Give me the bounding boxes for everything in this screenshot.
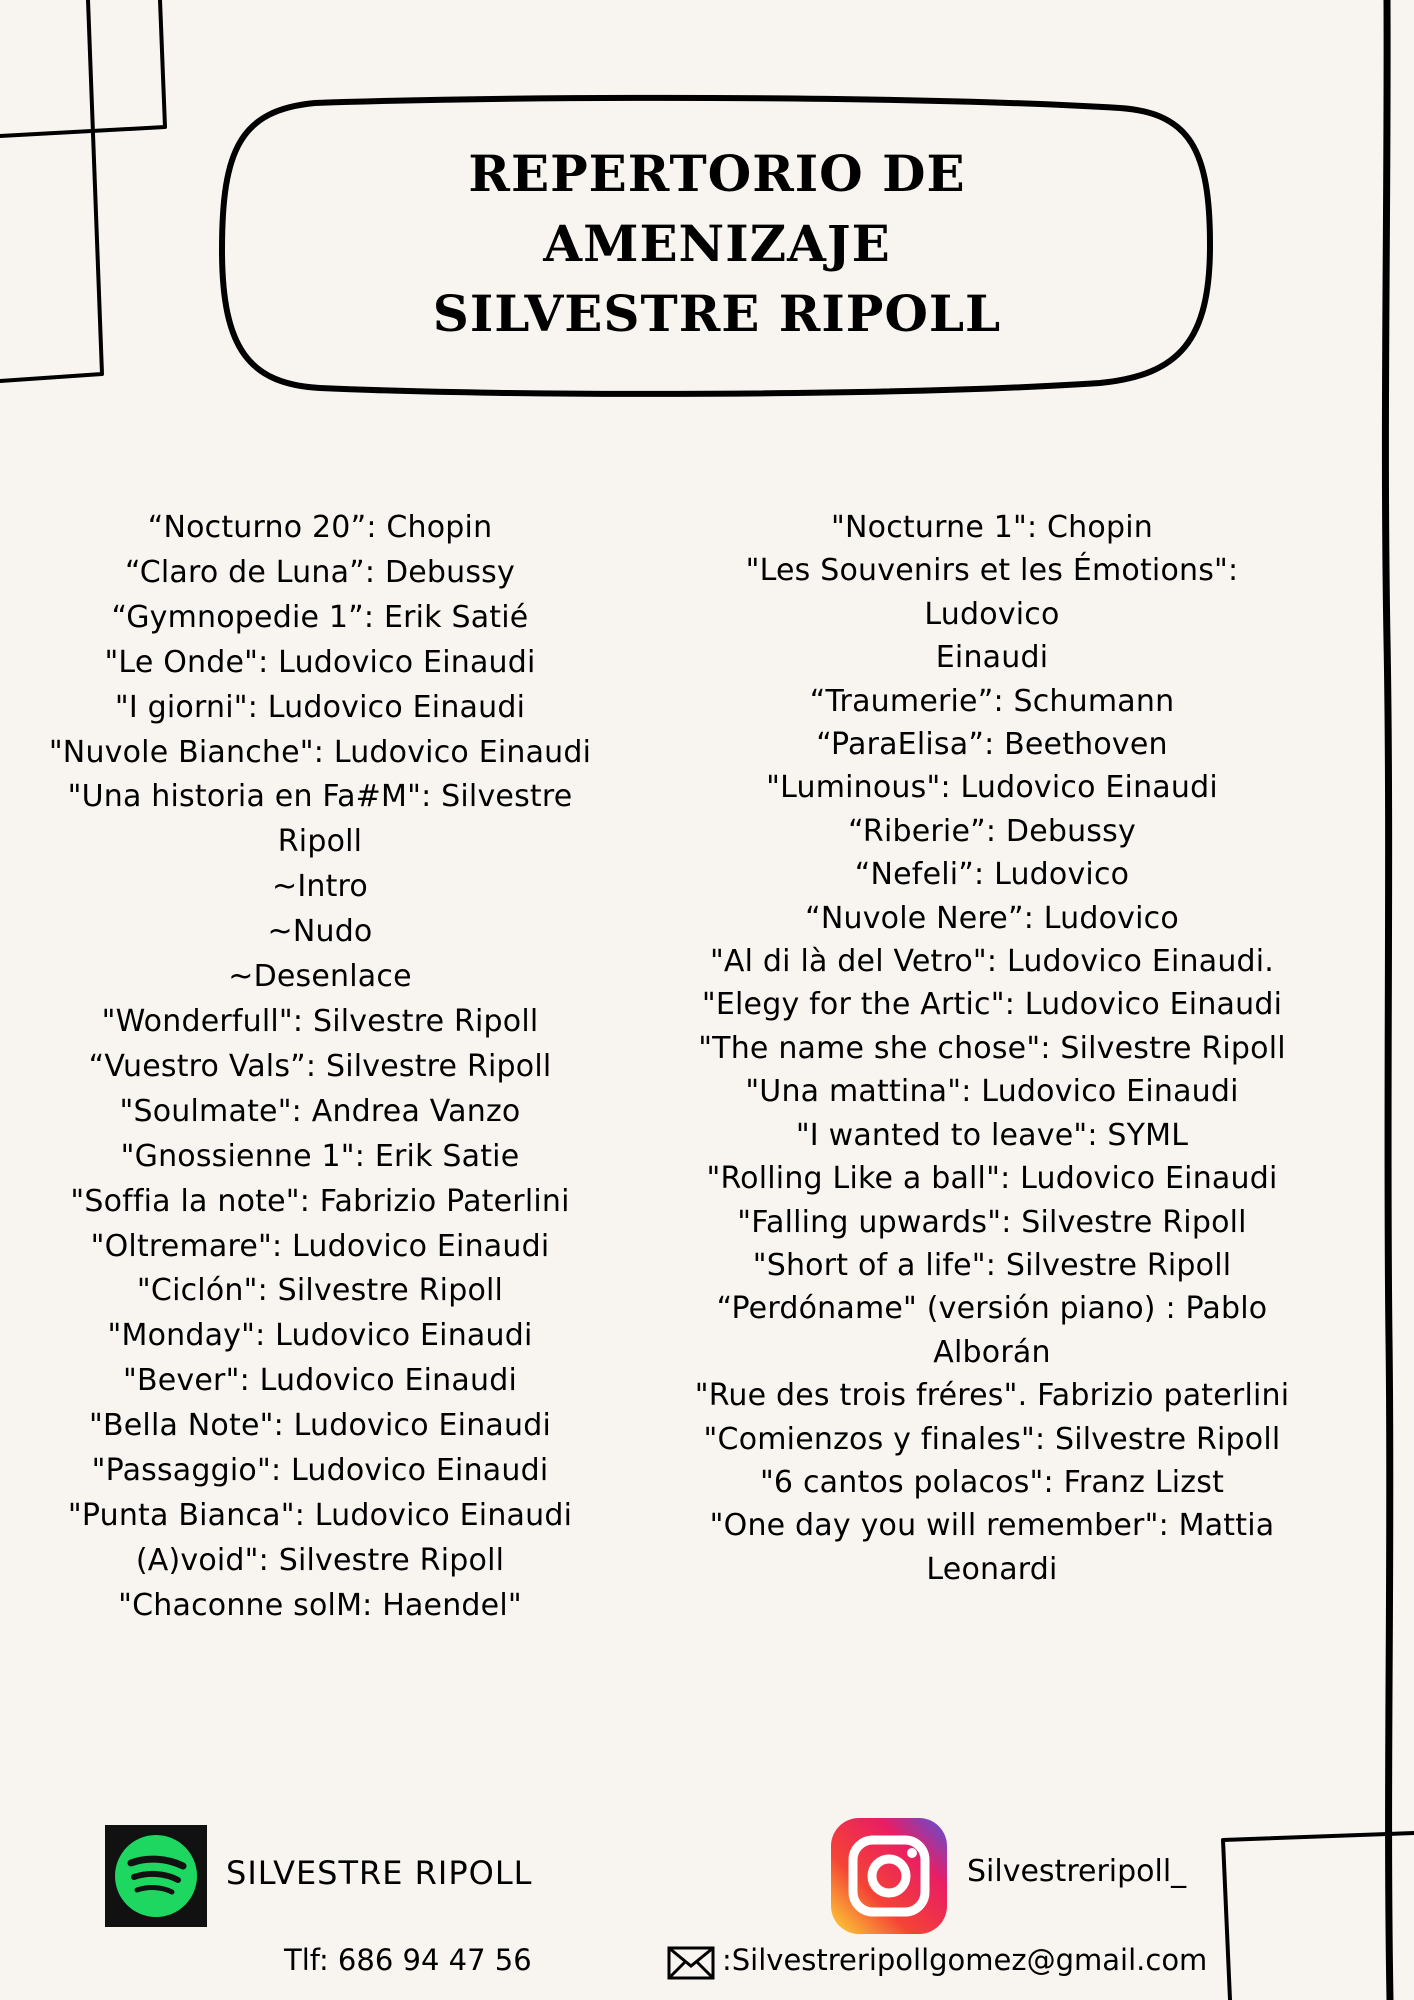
instagram-handle[interactable]: Silvestreripoll_	[967, 1854, 1187, 1889]
repertoire-item: "Ciclón": Silvestre Ripoll	[136, 1273, 504, 1309]
repertoire-item: "Nuvole Bianche": Ludovico Einaudi	[48, 734, 592, 770]
repertoire-item: “Claro de Luna”: Debussy	[125, 554, 515, 590]
repertoire-item: “ParaElisa”: Beethoven	[816, 727, 1168, 763]
repertoire-item: "Les Souvenirs et les Émotions":	[745, 553, 1239, 589]
title-line-1: REPERTORIO DE	[468, 144, 966, 203]
repertoire-item: "Comienzos y finales": Silvestre Ripoll	[703, 1421, 1281, 1457]
repertoire-item: “Riberie”: Debussy	[848, 813, 1136, 849]
repertoire-item: "Soffia la note": Fabrizio Paterlini	[70, 1183, 570, 1219]
repertoire-item: “Vuestro Vals”: Silvestre Ripoll	[88, 1048, 552, 1084]
repertoire-item: “Gymnopedie 1”: Erik Satié	[111, 599, 529, 635]
repertoire-item: "Oltremare": Ludovico Einaudi	[90, 1228, 550, 1264]
repertoire-item: "Bever": Ludovico Einaudi	[123, 1363, 517, 1399]
repertoire-item: ~Nudo	[267, 914, 373, 950]
title-line-3: SILVESTRE RIPOLL	[432, 284, 1002, 343]
repertoire-item: "Al di là del Vetro": Ludovico Einaudi.	[709, 944, 1275, 980]
repertoire-item: "Punta Bianca": Ludovico Einaudi	[67, 1497, 573, 1533]
repertoire-item: "Short of a life": Silvestre Ripoll	[752, 1247, 1232, 1283]
repertoire-item: "Bella Note": Ludovico Einaudi	[88, 1408, 552, 1444]
spotify-icon[interactable]	[105, 1825, 207, 1927]
repertoire-item: "Una historia en Fa#M": Silvestre	[67, 779, 573, 815]
instagram-icon[interactable]	[829, 1816, 949, 1936]
phone-number[interactable]: Tlf: 686 94 47 56	[284, 1943, 532, 1977]
title-block	[222, 98, 1212, 390]
repertoire-item: "One day you will remember": Mattia	[709, 1508, 1275, 1544]
repertoire-item: Alborán	[933, 1334, 1051, 1370]
repertoire-item: "Elegy for the Artic": Ludovico Einaudi	[701, 987, 1283, 1023]
repertoire-item: "Gnossienne 1": Erik Satie	[120, 1138, 520, 1174]
repertoire-item: "I wanted to leave": SYML	[795, 1117, 1189, 1153]
repertoire-item: "The name she chose": Silvestre Ripoll	[698, 1030, 1286, 1066]
repertoire-item: "I giorni": Ludovico Einaudi	[114, 689, 526, 725]
repertoire-item: "Nocturne 1": Chopin	[831, 510, 1153, 545]
repertoire-item: “Nocturno 20”: Chopin	[147, 510, 493, 545]
repertoire-item: "Rolling Like a ball": Ludovico Einaudi	[706, 1161, 1278, 1197]
repertoire-right-column	[692, 506, 1292, 1591]
repertoire-item: "Chaconne solM: Haendel"	[118, 1587, 522, 1623]
email-address[interactable]: :Silvestreripollgomez@gmail.com	[722, 1943, 1208, 1977]
repertoire-item: "Rue des trois fréres". Fabrizio paterlini	[694, 1378, 1290, 1414]
repertoire-item: "Soulmate": Andrea Vanzo	[119, 1093, 521, 1129]
repertoire-item: "Wonderfull": Silvestre Ripoll	[101, 1003, 539, 1039]
repertoire-item: "Luminous": Ludovico Einaudi	[766, 770, 1218, 806]
repertoire-item: "Falling upwards": Silvestre Ripoll	[737, 1204, 1247, 1240]
repertoire-item: “Traumerie”: Schumann	[809, 683, 1175, 719]
repertoire-item: Ripoll	[277, 824, 363, 860]
repertoire-item: "Una mattina": Ludovico Einaudi	[745, 1074, 1239, 1110]
repertoire-item: "Monday": Ludovico Einaudi	[107, 1318, 533, 1354]
repertoire-item: ~Desenlace	[228, 959, 412, 995]
repertoire-item: "Le Onde": Ludovico Einaudi	[104, 644, 536, 680]
repertoire-item: (A)void": Silvestre Ripoll	[135, 1542, 505, 1578]
repertoire-item: ~Intro	[272, 869, 368, 905]
repertoire-left-column	[20, 506, 620, 1629]
repertoire-item: "6 cantos polacos": Franz Lizst	[759, 1464, 1225, 1500]
spotify-artist-name[interactable]: SILVESTRE RIPOLL	[226, 1854, 533, 1892]
repertoire-item: “Nefeli”: Ludovico	[854, 857, 1130, 893]
repertoire-item: "Passaggio": Ludovico Einaudi	[91, 1453, 549, 1489]
title-line-2: AMENIZAJE	[543, 214, 891, 273]
mail-icon	[667, 1946, 715, 1980]
repertoire-item: “Perdóname" (versión piano) : Pablo	[716, 1291, 1268, 1327]
repertoire-item: Leonardi	[926, 1551, 1058, 1587]
repertoire-item: Einaudi	[935, 640, 1049, 676]
repertoire-item: “Nuvole Nere”: Ludovico	[805, 900, 1179, 936]
repertoire-item: Ludovico	[924, 596, 1060, 632]
